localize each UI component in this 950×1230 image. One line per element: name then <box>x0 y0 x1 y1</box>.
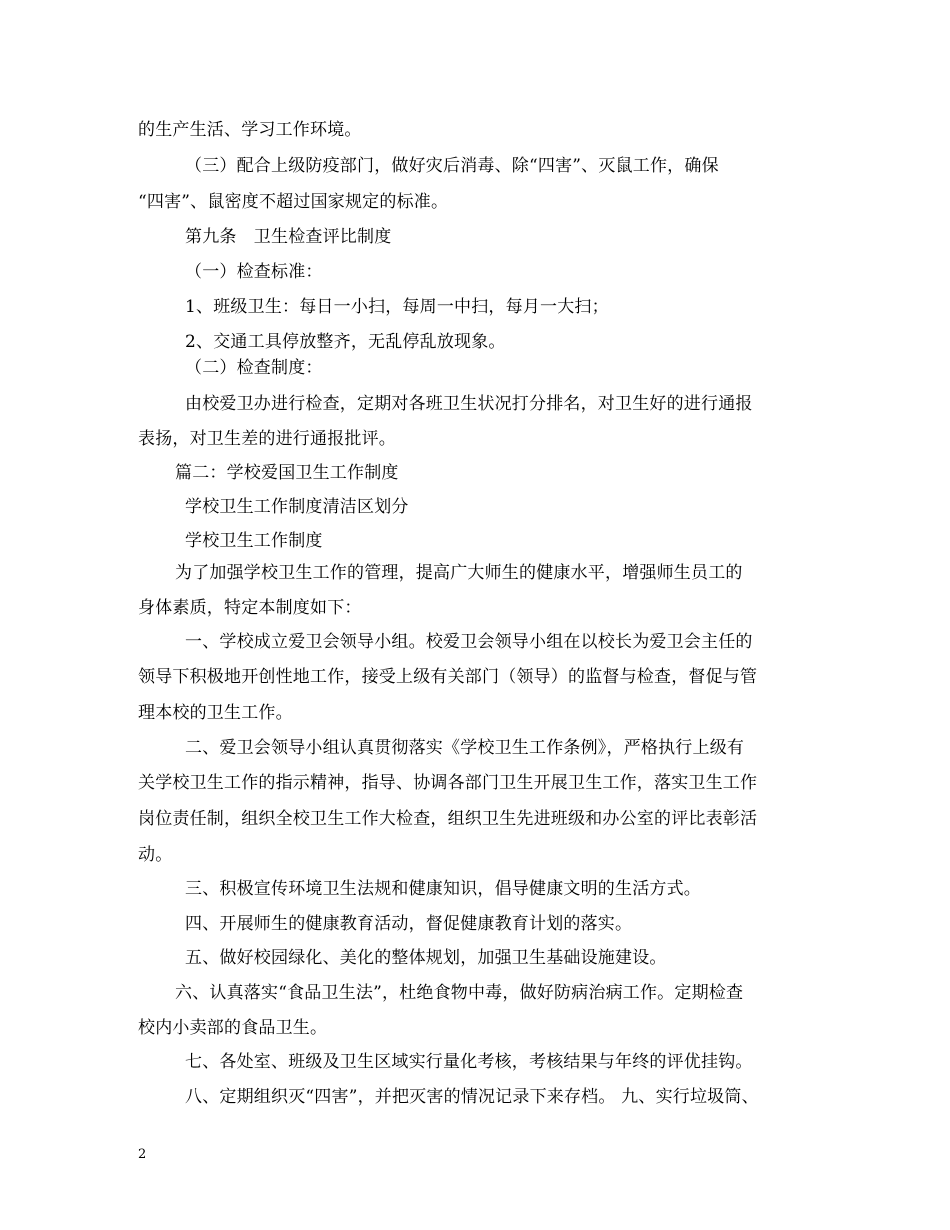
section-heading: 篇二：学校爱国卫生工作制度 <box>175 463 399 483</box>
text-line: 一、学校成立爱卫会领导小组。校爱卫会领导小组在以校长为爱卫会主任的 <box>185 632 753 652</box>
text-line: “四害”、鼠密度不超过国家规定的标准。 <box>138 192 449 212</box>
text-line: 动。 <box>138 845 173 865</box>
text-line: 八、定期组织灭“四害”，并把灭害的情况记录下来存档。 九、实行垃圾筒、 <box>185 1087 759 1107</box>
text-line: 领导下积极地开创性地工作，接受上级有关部门（领导）的监督与检查，督促与管 <box>138 667 758 687</box>
text-line: 六、认真落实“食品卫生法”，杜绝食物中毒，做好防病治病工作。定期检查 <box>175 983 744 1003</box>
text-line: 表扬，对卫生差的进行通报批评。 <box>138 429 396 449</box>
text-line: 身体素质，特定本制度如下： <box>138 598 362 618</box>
text-line: 学校卫生工作制度清洁区划分 <box>185 497 409 517</box>
text-line: 校内小卖部的食品卫生。 <box>138 1018 328 1038</box>
text-line: 理本校的卫生工作。 <box>138 703 293 723</box>
text-line: 2、交通工具停放整齐，无乱停乱放现象。 <box>185 332 506 352</box>
text-line: 岗位责任制，组织全校卫生工作大检查，组织卫生先进班级和办公室的评比表彰活 <box>138 809 758 829</box>
text-line: 七、各处室、班级及卫生区域实行量化考核，考核结果与年终的评优挂钩。 <box>185 1052 753 1072</box>
section-heading: 第九条 卫生检查评比制度 <box>185 227 392 247</box>
text-line: 由校爱卫办进行检查，定期对各班卫生状况打分排名，对卫生好的进行通报 <box>185 394 753 414</box>
text-line: 为了加强学校卫生工作的管理，提高广大师生的健康水平，增强师生员工的 <box>175 563 743 583</box>
text-line: （一）检查标准： <box>185 262 323 282</box>
text-line: 四、开展师生的健康教育活动，督促健康教育计划的落实。 <box>185 914 633 934</box>
text-line: （二）检查制度： <box>185 358 323 378</box>
text-line: （三）配合上级防疫部门，做好灾后消毒、除“四害”、灭鼠工作，确保 <box>185 156 719 176</box>
text-line: 关学校卫生工作的指示精神，指导、协调各部门卫生开展卫生工作，落实卫生工作 <box>138 773 758 793</box>
text-line: 1、班级卫生：每日一小扫，每周一中扫，每月一大扫； <box>185 297 609 317</box>
text-line: 二、爱卫会领导小组认真贯彻落实《学校卫生工作条例》，严格执行上级有 <box>185 738 745 758</box>
text-line: 三、积极宣传环境卫生法规和健康知识，倡导健康文明的生活方式。 <box>185 879 701 899</box>
text-line: 学校卫生工作制度 <box>185 531 323 551</box>
text-line: 的生产生活、学习工作环境。 <box>138 120 362 140</box>
page-number: 2 <box>138 1147 147 1162</box>
text-line: 五、做好校园绿化、美化的整体规划，加强卫生基础设施建设。 <box>185 948 667 968</box>
